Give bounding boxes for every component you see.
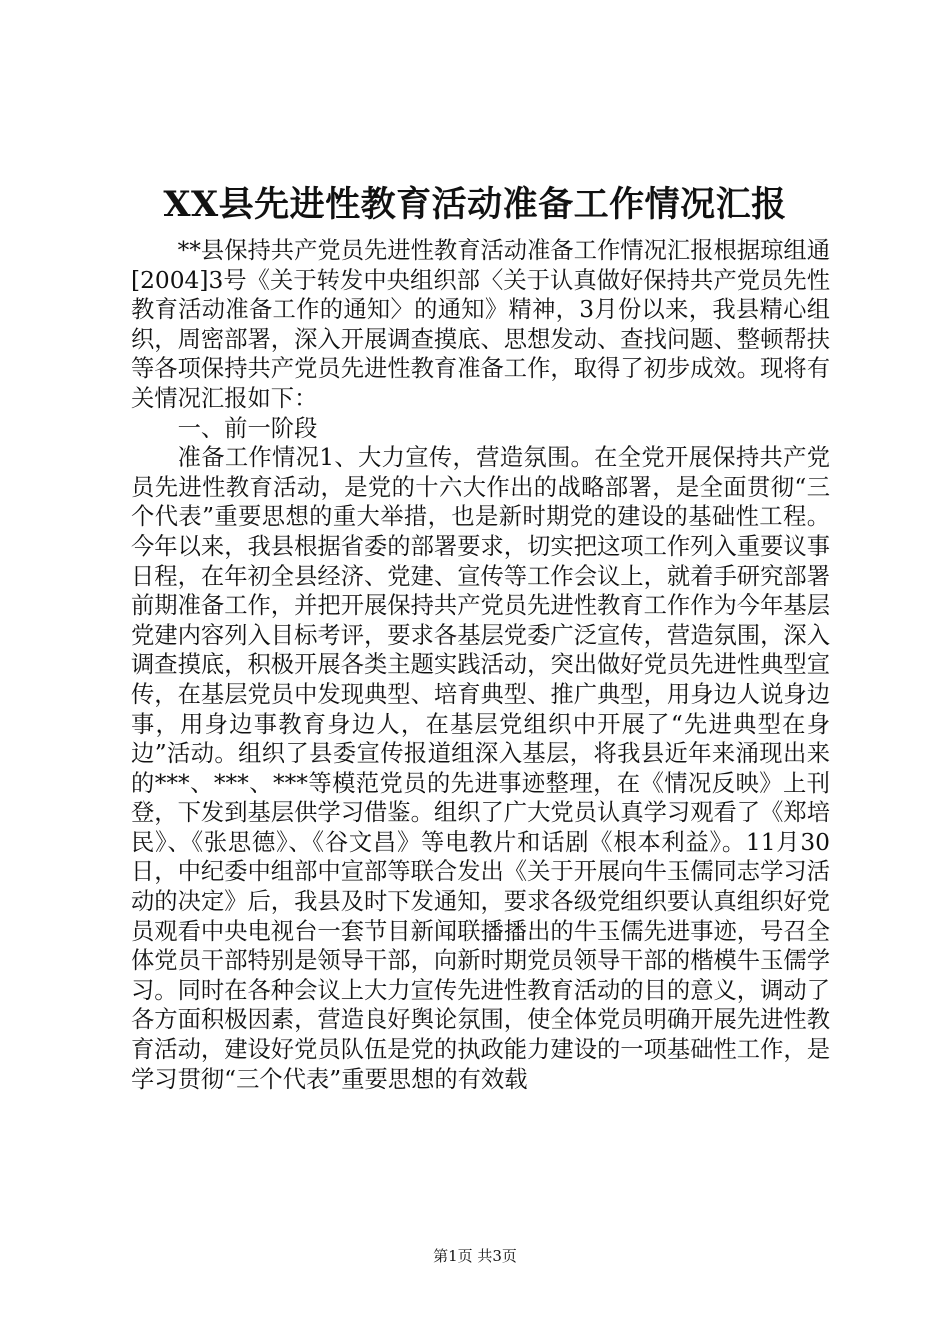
page-number-footer: 第1页 共3页 <box>433 1247 517 1265</box>
body-paragraph: 准备工作情况1、大力宣传，营造氛围。在全党开展保持共产党员先进性教育活动，是党的十六大作出的战略部署，是全面贯彻“三个代表”重要思想的重大举措，也是新时期党的建设的基础性工程。今年以来，我县根据省委的部署要求，切实把这项工作列入重要议事日程，在年初全县经济、党建、宣传等工作会议上，就着手研究部署前期准备工作，并把开展保持共产党员先进性教育工作作为今年基层党建内容列入目标考评，要求各基层党委广泛宣传，营造氛围，深入调查摸底，积极开展各类主题实践活动，突出做好党员先进性典型宣传，在基层党员中发现典型、培育典型、推广典型，用身边人说身边事，用身边事教育身边人，在基层党组织中开展了“先进典型在身边”活动。组织了县委宣传报道组深入基层，将我县近年来涌现出来的***、***、***等模范党员的先进事迹整理，在《情况反映》上刊登，下发到基层供学习借鉴。组织了广大党员认真学习观看了《郑培民》、《张思德》、《谷文昌》等电教片和话剧《根本利益》。11月30日，中纪委中组部中宣部等联合发出《关于开展向牛玉儒同志学习活动的决定》后，我县及时下发通知，要求各级党组织要认真组织好党员观看中央电视台一套节目新闻联播播出的牛玉儒先进事迹，号召全体党员干部特别是领导干部，向新时期党员领导干部的楷模牛玉儒学习。同时在各种会议上大力宣传先进性教育活动的目的意义，调动了各方面积极因素，营造良好舆论氛围，使全体党员明确开展先进性教育活动，建设好党员队伍是党的执政能力建设的一项基础性工作，是学习贯彻“三个代表”重要思想的有效载 <box>131 444 830 1093</box>
intro-paragraph: **县保持共产党员先进性教育活动准备工作情况汇报根据琼组通[2004]3号《关于转发中央组织部〈关于认真做好保持共产党员先性教育活动准备工作的通知〉的通知》精神，3月份以来，我县精心组织，周密部署，深入开展调查摸底、思想发动、查找问题、整顿帮扶等各项保持共产党员先进性教育准备工作，取得了初步成效。现将有关情况汇报如下： <box>131 237 830 412</box>
document-title: XX县先进性教育活动准备工作情况汇报 <box>163 184 787 225</box>
section-heading: 一、前一阶段 <box>177 414 318 442</box>
document-body <box>131 236 830 1094</box>
